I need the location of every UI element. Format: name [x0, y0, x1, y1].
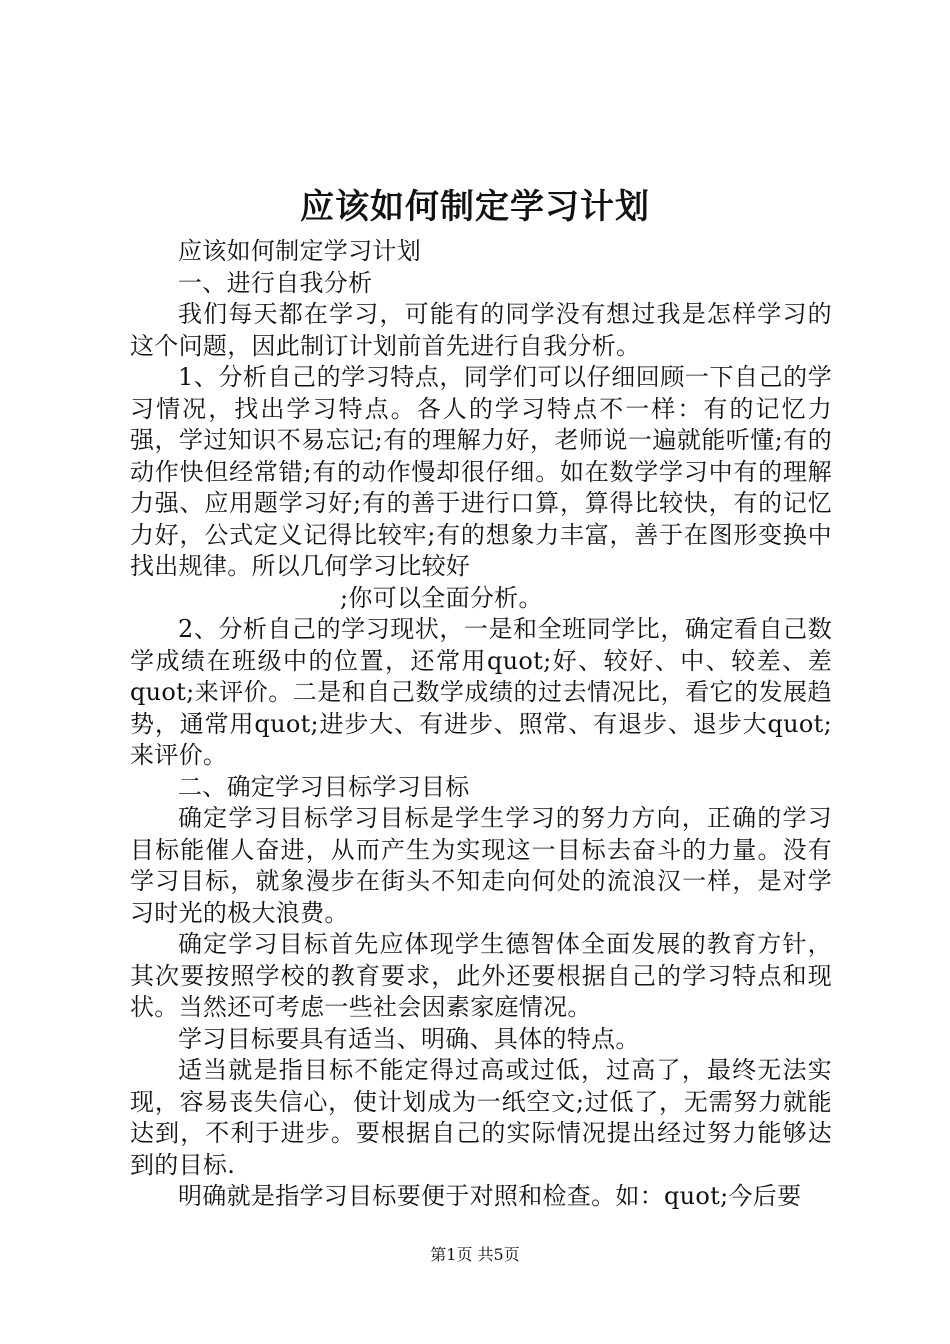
document-title: 应该如何制定学习计划	[300, 187, 650, 227]
section-heading-2: 二、确定学习目标学习目标	[178, 772, 470, 801]
paragraph: 适当就是指目标不能定得过高或过低，过高了，最终无法实现，容易丧失信心，使计划成为一纸空文;过低了，无需努力就能达到，不利于进步。要根据自己的实际情况提出经过努力能够达到的目标.	[130, 1056, 832, 1179]
paragraph: 学习目标要具有适当、明确、具体的特点。	[178, 1024, 640, 1053]
paragraph: 1、分析自己的学习特点，同学们可以仔细回顾一下自己的学习情况，找出学习特点。各人的学习特点不一样：有的记忆力强，学过知识不易忘记;有的理解力好，老师说一遍就能听懂;有的动作快但经常错;有的动作慢却很仔细。如在数学学习中有的理解力强、应用题学习好;有的善于进行口算，算得比较快，有的记忆力好，公式定义记得比较牢;有的想象力丰富，善于在图形变换中找出规律。所以几何学习比较好	[130, 363, 832, 580]
section-heading-1: 一、进行自我分析	[178, 268, 373, 297]
paragraph: 我们每天都在学习，可能有的同学没有想过我是怎样学习的这个问题，因此制订计划前首先进行自我分析。	[130, 300, 832, 360]
document-body	[130, 236, 832, 1213]
paragraph: 2、分析自己的学习现状，一是和全班同学比，确定看自己数学成绩在班级中的位置，还常用quot;好、较好、中、较差、差quot;来评价。二是和自己数学成绩的过去情况比，看它的发展趋势，通常用quot;进步大、有进步、照常、有退步、退步大quot;来评价。	[130, 615, 832, 769]
paragraph-subtitle: 应该如何制定学习计划	[178, 237, 421, 265]
paragraph: 明确就是指学习目标要便于对照和检查。如：quot;今后要	[178, 1182, 802, 1210]
page-footer: 第1页 共5页	[430, 1245, 520, 1264]
paragraph-continuation: ;你可以全面分析。	[340, 583, 543, 612]
paragraph: 确定学习目标首先应体现学生德智体全面发展的教育方针，其次要按照学校的教育要求，此外还要根据自己的学习特点和现状。当然还可考虑一些社会因素家庭情况。	[130, 930, 832, 1021]
paragraph: 确定学习目标学习目标是学生学习的努力方向，正确的学习目标能催人奋进，从而产生为实现这一目标去奋斗的力量。没有学习目标，就象漫步在街头不知走向何处的流浪汉一样，是对学习时光的极大浪费。	[130, 804, 832, 927]
